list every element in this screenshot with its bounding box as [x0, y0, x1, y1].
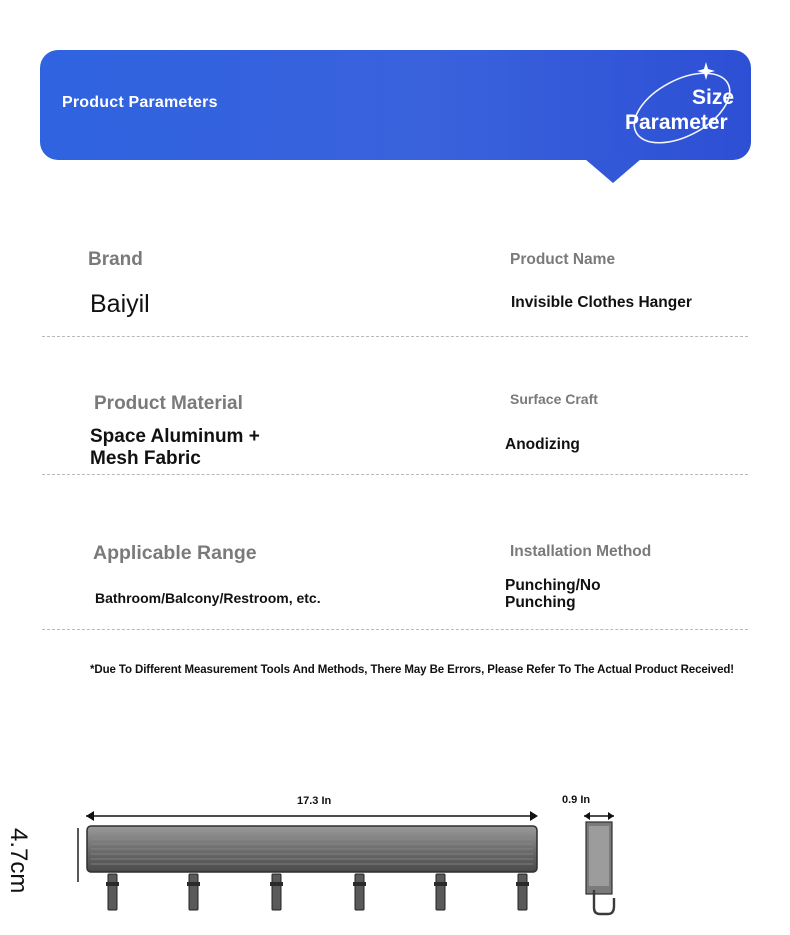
page-title: Product Parameters — [62, 94, 218, 111]
hanger-front-view — [85, 824, 540, 916]
height-dimension: 4.7cm — [5, 828, 32, 894]
row-divider — [42, 336, 748, 337]
material-value-line2: Mesh Fabric — [90, 448, 201, 469]
install-value-line1: Punching/No — [505, 577, 601, 594]
badge-parameter-text: Parameter — [625, 111, 728, 134]
height-arrow — [72, 826, 84, 886]
surface-value: Anodizing — [505, 436, 580, 453]
length-dimension: 17.3 In — [297, 795, 332, 807]
length-arrow — [80, 808, 550, 824]
product-name-value: Invisible Clothes Hanger — [511, 294, 692, 311]
banner-pointer — [585, 159, 641, 183]
material-label: Product Material — [94, 393, 243, 414]
row-divider — [42, 474, 748, 475]
brand-label: Brand — [88, 249, 143, 270]
measurement-note: *Due To Different Measurement Tools And Methods, There May Be Errors, Please Refer To The Actual Product Received! — [90, 664, 735, 676]
row-divider — [42, 629, 748, 630]
brand-value: Baiyil — [90, 290, 150, 318]
surface-label: Surface Craft — [510, 391, 598, 407]
range-value: Bathroom/Balcony/Restroom, etc. — [95, 590, 321, 606]
depth-dimension: 0.9 In — [562, 794, 591, 806]
material-value-line1: Space Aluminum + — [90, 426, 260, 447]
hanger-side-view — [580, 808, 630, 918]
install-label: Installation Method — [510, 543, 652, 560]
range-label: Applicable Range — [93, 542, 257, 564]
install-value-line2: Punching — [505, 594, 576, 611]
product-name-label: Product Name — [510, 251, 616, 268]
badge-size-text: Size — [692, 86, 735, 109]
